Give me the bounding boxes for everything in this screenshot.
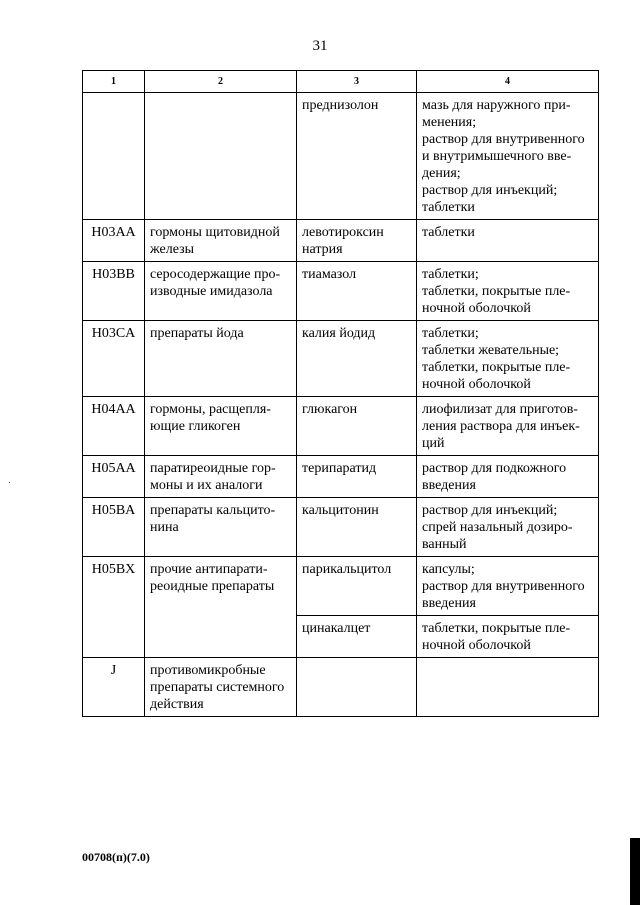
document-code-footer: 00708(п)(7.0) [82,850,150,864]
table-row [83,220,599,262]
atc-code-cell: H03CA [83,321,145,397]
group-cell: гормоны, расщепля- ющие гликоген [145,397,297,456]
group-cell: паратиреоидные гор- моны и их аналоги [145,456,297,498]
dosage-forms-cell: таблетки, покрытые пле- ночной оболочкой [417,616,599,658]
dosage-forms-cell: таблетки [417,220,599,262]
group-cell: прочие антипарати- реоидные препараты [145,557,297,658]
drug-name-cell [297,658,417,717]
table-row [83,456,599,498]
atc-code-cell [83,93,145,220]
drug-name-cell: глюкагон [297,397,417,456]
atc-code-cell: H05AA [83,456,145,498]
table-row [83,262,599,321]
drug-name-cell: парикальцитол [297,557,417,616]
atc-code-cell: H04AA [83,397,145,456]
column-header: 4 [417,71,599,93]
group-cell: препараты кальцито- нина [145,498,297,557]
table-row [83,658,599,717]
atc-code-cell: H03AA [83,220,145,262]
table-row [83,397,599,456]
scan-speck [9,482,10,483]
group-cell: серосодержащие про- изводные имидазола [145,262,297,321]
drug-name-cell: левотироксин натрия [297,220,417,262]
dosage-forms-cell: капсулы; раствор для внутривенного введения [417,557,599,616]
table-row [83,557,599,616]
table-row [83,321,599,397]
column-header: 2 [145,71,297,93]
dosage-forms-cell: лиофилизат для приготов- ления раствора для инъек- ций [417,397,599,456]
group-cell: гормоны щитовидной железы [145,220,297,262]
group-cell: препараты йода [145,321,297,397]
table-header-row [83,71,599,93]
column-header: 3 [297,71,417,93]
dosage-forms-cell [417,658,599,717]
drug-name-cell: терипаратид [297,456,417,498]
group-cell [145,93,297,220]
atc-code-cell: J [83,658,145,717]
drug-name-cell: преднизолон [297,93,417,220]
atc-code-cell: H03BB [83,262,145,321]
drug-name-cell: кальцитонин [297,498,417,557]
page-number: 31 [312,38,328,54]
dosage-forms-cell: раствор для инъекций; спрей назальный дозиро- ванный [417,498,599,557]
group-cell: противомикробные препараты системного действия [145,658,297,717]
drug-name-cell: цинакалцет [297,616,417,658]
table-row [83,498,599,557]
dosage-forms-cell: таблетки; таблетки жевательные; таблетки, покрытые пле- ночной оболочкой [417,321,599,397]
atc-code-cell: H05BA [83,498,145,557]
dosage-forms-cell: раствор для подкожного введения [417,456,599,498]
dosage-forms-cell: таблетки; таблетки, покрытые пле- ночной оболочкой [417,262,599,321]
scan-edge-mark [630,838,640,905]
table-row [83,93,599,220]
drug-name-cell: калия йодид [297,321,417,397]
atc-code-cell: H05BX [83,557,145,658]
dosage-forms-cell: мазь для наружного при- менения; раствор для внутривенного и внутримышечного вве- дения; раствор для инъекций; таблетки [417,93,599,220]
drug-table [82,70,599,717]
drug-name-cell: тиамазол [297,262,417,321]
column-header: 1 [83,71,145,93]
